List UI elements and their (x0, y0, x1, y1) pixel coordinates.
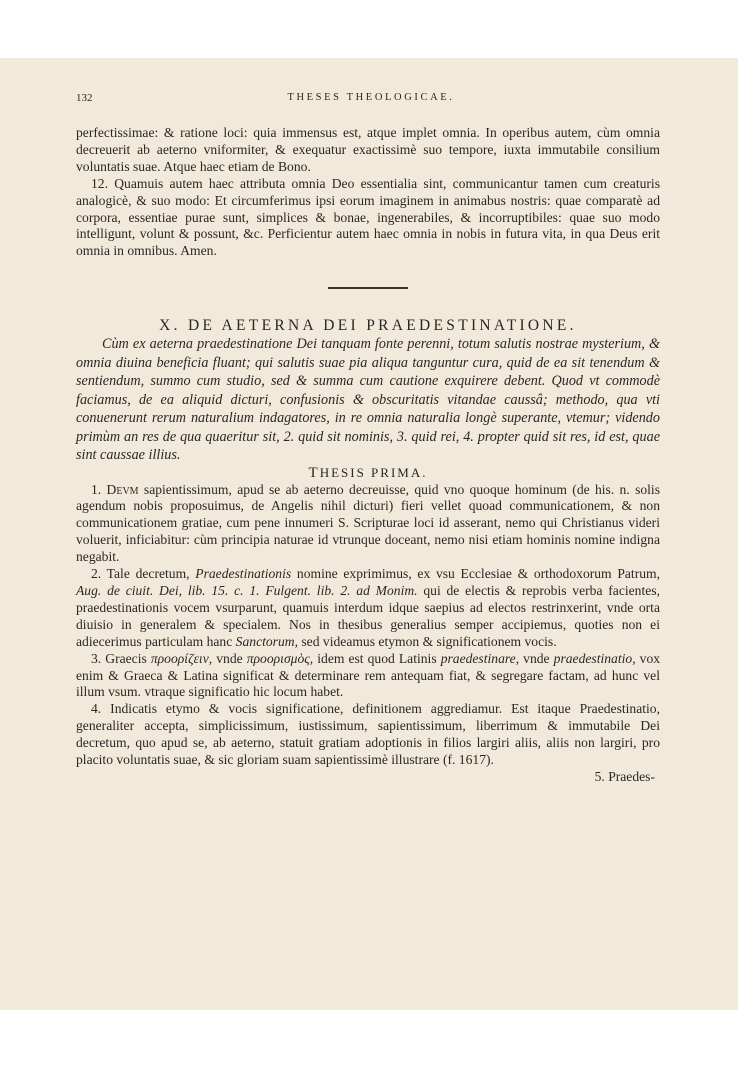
italic-term: praedestinatio, (553, 650, 636, 666)
italic-term: Praedestinationis (195, 566, 292, 582)
chapter-title: X. DE AETERNA DEI PRAEDESTINATIONE. (159, 317, 577, 335)
paragraph-4 (76, 701, 660, 769)
lead-word: Devm (106, 481, 139, 497)
chapter-introduction: Cùm ex aeterna praedestinatione Dei tanquam fonte perenni, totum salutis nostrae mysterium, & omnia diuina beneficia fluant; qui salutis suae pia aliqua tanguntur cura, quid de ea sit tenendum & sentiendum, summo cum studio, sed & summa cum cautione exquirere debent. Quod vt commodè faciamus, de ea aliquid dicturi, confusionis & obscuritatis vitandae caussâ; methodo, qua vti conuenerunt rerum naturalium indagatores, in re omnia naturalia longè superante, vtemur; videndo primùm an res de qua quaeritur sit, 2. quid sit nominis, 3. quid rei, 4. propter quid sit res, id est, quae sint caussae illius. (76, 336, 660, 464)
paragraph-text: Tale decretum, (106, 566, 190, 582)
paragraph-text: qui de electis & reprobis verba facientes, praedestinationis vocem vsurparunt, quamuis interdum idque saepius ad electos restrinxerint, vnde orta diuisio in generalem & specialem. Nos in thesibus generalius semper accipiemus, quoties non ei adiecerimus particulam hanc (76, 583, 660, 649)
greek-term: προορισμὸς, (246, 650, 314, 666)
page-number: 132 (76, 92, 93, 104)
paragraph-12 (76, 176, 660, 261)
paragraph-text: Graecis (105, 650, 147, 666)
paragraph-text: vnde (216, 650, 243, 666)
catchword: 5. Praedes- (594, 768, 655, 784)
running-head (76, 92, 666, 108)
paragraph-text: vnde (523, 650, 550, 666)
thesis-heading-initial: T (308, 464, 320, 481)
thesis-heading (76, 465, 660, 482)
paragraph-number: 3. (91, 650, 102, 666)
paragraph-number: 1. (91, 481, 102, 497)
page-body (76, 125, 660, 786)
paragraph-number: 12. (91, 175, 108, 191)
running-title: THESES THEOLOGICAE. (287, 92, 455, 103)
paragraph-1 (76, 482, 660, 567)
paragraph-text: Indicatis etymo & vocis significatione, definitionem aggrediamur. Est itaque Praedestinatio, generaliter accepta, simplicissimum, iustissimum, sapientissimum, liberrimum & immutabile Dei decretum, quo apud se, ab aeterno, statuit gratiam adoptionis in filios largiri aliis, aliis non largiri, pro placito voluntatis suae, & sic gloriam suam sapientissimè illustrare (f. 1617). (76, 701, 661, 768)
greek-term: προορίζειν, (150, 650, 213, 666)
paragraph-text: sapientissimum, apud se ab aeterno decreuisse, quid vno quoque hominum (de his. n. solis agendum nobis proposuimus, de Angelis nihil dicturi) fieri vellet quoad communicationem, & non communicationem gratiae, cum pene innumeri S. Scripturae loci id asserant, nemo qui Christianus videri voluerit, inficiabitur: cùm principia naturae id vtrunque doceant, nemo nisi etiam hominis nomine indigna negabit. (76, 481, 661, 565)
paragraph-text: nomine exprimimus, ex vsu Ecclesiae & orthodoxorum Patrum, (296, 566, 661, 582)
section-divider (328, 287, 408, 289)
thesis-heading-rest: HESIS PRIMA. (319, 464, 428, 480)
paragraph-text: Quamuis autem haec attributa omnia Deo essentialia sint, communicantur tamen cum creaturis analogicè, & suo modo: Et circumferimus ipsi eorum imaginem in animabus nostris: quae comparatè ad corpora, essentiae purae sunt, simplices & bonae, ingenerabiles, & incorruptibiles: quae suo modo intelligunt, volunt & possunt, &c. Perficientur autem haec omnia in nobis in futura vita, in qua Deus erit omnia in omnibus. Amen. (76, 175, 660, 259)
paragraph-text: sed videamus etymon & significationem vocis. (301, 633, 557, 649)
paragraph-number: 2. (91, 566, 102, 582)
paragraph-2 (76, 566, 660, 651)
italic-term: praedestinare, (440, 650, 520, 666)
paragraph-3 (76, 651, 660, 702)
continuation-paragraph: perfectissimae: & ratione loci: quia immensus est, atque implet omnia. In operibus autem, cùm omnia decreuerit ab aeterno vniformiter, & exequatur exactissimè suo tempore, iuxta immutabile consilium voluntatis suae. Atque haec etiam de Bono. (76, 125, 660, 174)
paragraph-number: 4. (91, 701, 102, 717)
paragraph-text: idem est quod Latinis (317, 650, 437, 666)
paragraph-text: vox enim & Graeca & Latina significat & determinare rem antequam fiat, & segregare factam, ad hunc vel illum vsum. vtraque significatio hic locum habet. (76, 650, 661, 700)
italic-term: Sanctorum, (235, 633, 298, 649)
citation: Aug. de ciuit. Dei, lib. 15. c. 1. Fulgent. lib. 2. ad Monim. (76, 583, 418, 598)
